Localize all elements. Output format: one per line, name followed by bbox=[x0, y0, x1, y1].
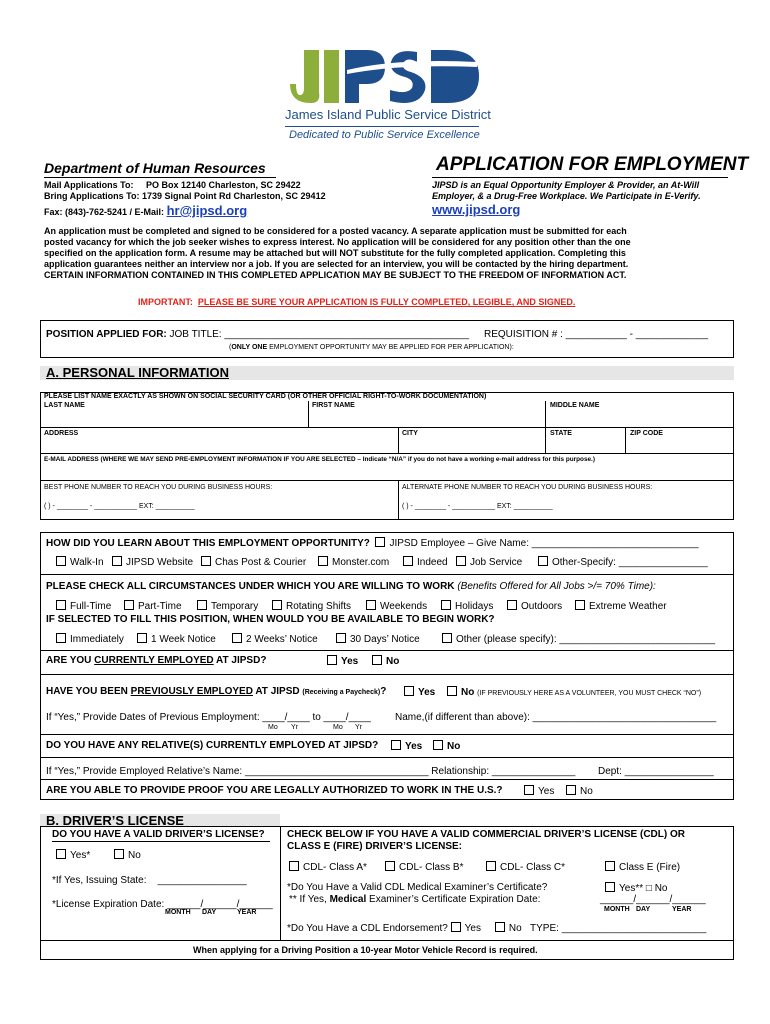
checkbox-icon[interactable] bbox=[447, 686, 457, 696]
learn-option[interactable] bbox=[538, 556, 708, 568]
checkbox-icon[interactable] bbox=[385, 861, 395, 871]
medical-yes-no[interactable] bbox=[605, 882, 668, 894]
medical-no[interactable]: □ No bbox=[645, 883, 668, 894]
q-text: PREVIOUSLY EMPLOYED bbox=[130, 686, 253, 697]
license-expiration-input[interactable]: ______/______/______ bbox=[167, 899, 273, 910]
option-label: 2 Weeks’ Notice bbox=[246, 634, 318, 645]
last-name-field[interactable]: LAST NAME bbox=[44, 402, 85, 409]
license-no[interactable] bbox=[114, 849, 141, 861]
address-field[interactable]: ADDRESS bbox=[44, 430, 79, 437]
relative-name-label: If “Yes,” Provide Employed Relative’s Name: bbox=[46, 766, 243, 777]
checkbox-icon[interactable] bbox=[391, 740, 401, 750]
checkbox-icon[interactable] bbox=[404, 686, 414, 696]
job-title-label: JOB TITLE: bbox=[169, 329, 222, 340]
option-label: Yes bbox=[538, 786, 555, 797]
mo-label: Mo bbox=[333, 724, 343, 731]
alt-phone-label: ALTERNATE PHONE NUMBER TO REACH YOU DURING BUSINESS HOURS: bbox=[402, 484, 653, 491]
option-label: CDL- Class B* bbox=[399, 862, 464, 873]
option-label: Job Service bbox=[470, 557, 523, 568]
cdl-question: CLASS E (FIRE) DRIVER’S LICENSE: bbox=[287, 841, 463, 852]
mvr-note: When applying for a Driving Position a 10-year Motor Vehicle Record is required. bbox=[193, 945, 538, 955]
section-a-heading: A. PERSONAL INFORMATION bbox=[46, 365, 229, 380]
checkbox-icon[interactable] bbox=[605, 861, 615, 871]
availability-option[interactable] bbox=[442, 633, 715, 645]
option-label: Part-Time bbox=[138, 601, 182, 612]
availability-option[interactable] bbox=[56, 633, 124, 645]
relative-name-input[interactable]: _________________________________ bbox=[244, 766, 429, 777]
endorse-question: *Do You Have a CDL Endorsement? bbox=[287, 923, 448, 934]
first-name-field[interactable]: FIRST NAME bbox=[312, 402, 355, 409]
q-text: AT JIPSD bbox=[252, 686, 303, 697]
license-yes[interactable] bbox=[56, 849, 90, 861]
checkbox-icon[interactable] bbox=[272, 600, 282, 610]
checkbox-icon[interactable] bbox=[336, 633, 346, 643]
website-link[interactable]: www.jipsd.org bbox=[432, 202, 521, 217]
option-label: Full-Time bbox=[70, 601, 112, 612]
checkbox-icon[interactable] bbox=[566, 785, 576, 795]
state-label: *If Yes, Issuing State: bbox=[52, 875, 147, 886]
middle-name-field[interactable]: MIDDLE NAME bbox=[550, 402, 600, 409]
checkbox-icon[interactable] bbox=[197, 600, 207, 610]
previous-dates-line bbox=[46, 712, 371, 723]
option-label: Weekends bbox=[380, 601, 428, 612]
circumstance-option[interactable] bbox=[575, 600, 667, 612]
learn-question: HOW DID YOU LEARN ABOUT THIS EMPLOYMENT OPPORTUNITY? bbox=[46, 538, 370, 549]
year-label: YEAR bbox=[672, 906, 692, 913]
intro-line: An application must be completed and signed to be considered for a posted vacancy. A separate application must be submitted for each bbox=[44, 226, 627, 236]
authorized-question: ARE YOU ABLE TO PROVIDE PROOF YOU ARE LEGALLY AUTHORIZED TO WORK IN THE U.S.? bbox=[46, 785, 503, 796]
circumstances-line bbox=[46, 581, 656, 592]
option-label: No bbox=[508, 923, 522, 934]
option-label: Temporary bbox=[211, 601, 259, 612]
relationship-label: Relationship: bbox=[431, 766, 490, 777]
day-label: DAY bbox=[636, 906, 651, 913]
intro-paragraph bbox=[44, 226, 734, 281]
option-label: JIPSD Website bbox=[126, 557, 194, 568]
dates-label: If “Yes,” Provide Dates of Previous Employment: bbox=[46, 712, 260, 723]
checkbox-icon[interactable] bbox=[403, 556, 413, 566]
intro-line: application guarantees neither an interview nor a job. If you are selected for an interview, you will be contacted by the hiring department. bbox=[44, 259, 629, 269]
q-text: CURRENTLY EMPLOYED bbox=[94, 655, 214, 666]
logo-subtitle: James Island Public Service District bbox=[285, 107, 491, 122]
note-paren: ( bbox=[229, 344, 232, 351]
checkbox-icon[interactable] bbox=[605, 882, 615, 892]
intro-line: posted vacancy for which the job seeker wishes to express interest. No application will be considered for any position other than the one bbox=[44, 237, 631, 247]
option-label: Yes** bbox=[619, 883, 644, 894]
requisition-input[interactable]: ___________ - _____________ bbox=[565, 329, 709, 340]
checkbox-icon[interactable] bbox=[114, 849, 124, 859]
zip-field[interactable]: ZIP CODE bbox=[630, 430, 663, 437]
previous-yes[interactable] bbox=[404, 686, 435, 698]
previous-question bbox=[46, 686, 386, 697]
learn-option[interactable] bbox=[112, 556, 193, 568]
name-label: Name,(if different than above): bbox=[395, 712, 530, 723]
current-yes[interactable] bbox=[327, 655, 358, 667]
important-label: IMPORTANT: bbox=[138, 297, 193, 307]
option-label: No bbox=[386, 656, 400, 667]
current-question bbox=[46, 655, 266, 666]
exp-label: *License Expiration Date: bbox=[52, 899, 165, 910]
checkbox-icon[interactable] bbox=[451, 922, 461, 932]
relatives-yes[interactable] bbox=[391, 740, 422, 752]
learn-line bbox=[46, 537, 699, 549]
learn-option[interactable] bbox=[403, 556, 448, 568]
option-label: Other-Specify: bbox=[552, 557, 616, 568]
dept-input[interactable]: ________________ bbox=[624, 766, 714, 777]
q-text: ** If Yes, bbox=[289, 894, 330, 905]
option-label: Outdoors bbox=[521, 601, 563, 612]
valid-license-question: DO YOU HAVE A VALID DRIVER’S LICENSE? bbox=[52, 829, 265, 840]
dept-label: Dept: bbox=[598, 766, 622, 777]
learn-option[interactable] bbox=[318, 556, 389, 568]
best-phone-label: BEST PHONE NUMBER TO REACH YOU DURING BUSINESS HOURS: bbox=[44, 484, 273, 491]
option-label: No bbox=[461, 687, 475, 698]
q-text: Examiner’s Certificate Expiration Date: bbox=[366, 894, 541, 905]
yr-label: Yr bbox=[291, 724, 298, 731]
checkbox-icon[interactable] bbox=[124, 600, 134, 610]
option-label: Immediately bbox=[70, 634, 124, 645]
q-text: ? bbox=[380, 686, 387, 697]
eeo-line1: JIPSD is an Equal Opportunity Employer & Provider, an At-Will bbox=[432, 180, 700, 190]
issuing-state-input[interactable]: ________________ bbox=[157, 875, 247, 886]
availability-option[interactable] bbox=[336, 633, 420, 645]
day-label: DAY bbox=[202, 909, 217, 916]
checkbox-icon[interactable] bbox=[366, 600, 376, 610]
bring-address: 1739 Signal Point Rd Charleston, SC 29412 bbox=[142, 191, 326, 201]
application-title: APPLICATION FOR EMPLOYMENT bbox=[436, 154, 749, 175]
availability-option[interactable] bbox=[137, 633, 216, 645]
checkbox-icon[interactable] bbox=[524, 785, 534, 795]
checkbox-icon[interactable] bbox=[372, 655, 382, 665]
eeo-line2: Employer, & a Drug-Free Workplace. We Participate in E-Verify. bbox=[432, 191, 701, 201]
dates-input[interactable]: ____/____ to ____/____ bbox=[262, 712, 371, 723]
checkbox-icon[interactable] bbox=[56, 600, 66, 610]
medical-exp-line bbox=[289, 894, 540, 905]
cdl-b[interactable] bbox=[385, 861, 463, 873]
learn-other-input[interactable]: ________________ bbox=[618, 557, 708, 568]
requisition-label: REQUISITION # : bbox=[484, 329, 563, 340]
relative-name-line bbox=[46, 766, 575, 777]
mail-line bbox=[44, 180, 301, 190]
option-label: CDL- Class C* bbox=[500, 862, 566, 873]
email-field[interactable]: E-MAIL ADDRESS (WHERE WE MAY SEND PRE-EMPLOYMENT INFORMATION IF YOU ARE SELECTED – Indicate “N/A” if you do not have a working e-mail address for this purpose.) bbox=[44, 456, 595, 463]
mail-label: Mail Applications To: bbox=[44, 180, 134, 190]
checkbox-icon[interactable] bbox=[495, 922, 505, 932]
option-label: Yes* bbox=[70, 850, 91, 861]
checkbox-icon[interactable] bbox=[201, 556, 211, 566]
q-text: HAVE YOU BEEN bbox=[46, 686, 131, 697]
checkbox-icon[interactable] bbox=[56, 633, 66, 643]
yr-label: Yr bbox=[355, 724, 362, 731]
q-text: AT JIPSD? bbox=[213, 655, 267, 666]
note-paren: ): bbox=[509, 344, 514, 351]
option-label: CDL- Class A* bbox=[303, 862, 367, 873]
option-label: No bbox=[447, 741, 461, 752]
availability-question: IF SELECTED TO FILL THIS POSITION, WHEN WOULD YOU BE AVAILABLE TO BEGIN WORK? bbox=[46, 614, 495, 625]
position-label: POSITION APPLIED FOR: bbox=[46, 329, 167, 340]
state-field[interactable]: STATE bbox=[550, 430, 572, 437]
note-bold: ONLY ONE bbox=[231, 344, 268, 351]
fax-label: Fax: (843)-762-5241 / E-Mail: bbox=[44, 207, 165, 217]
city-field[interactable]: CITY bbox=[402, 430, 418, 437]
option-label: No bbox=[128, 850, 141, 861]
alt-phone-input[interactable]: ( ) - ________ - ___________ EXT: __________ bbox=[402, 503, 553, 510]
previous-name-input[interactable]: _________________________________ bbox=[532, 712, 717, 723]
checkbox-icon[interactable] bbox=[318, 556, 328, 566]
important-notice bbox=[138, 297, 575, 307]
best-phone-input[interactable]: ( ) - ________ - ___________ EXT: __________ bbox=[44, 503, 195, 510]
checkbox-icon[interactable] bbox=[442, 633, 452, 643]
no-note: (IF PREVIOUSLY HERE AS A VOLUNTEER, YOU MUST CHECK “NO”) bbox=[477, 690, 702, 697]
authorized-yes[interactable] bbox=[524, 785, 554, 797]
q-text: Medical bbox=[329, 894, 367, 905]
checkbox-icon[interactable] bbox=[433, 740, 443, 750]
relationship-input[interactable]: _______________ bbox=[491, 766, 576, 777]
option-label: Other (please specify): bbox=[456, 634, 557, 645]
logo-graphic bbox=[287, 40, 487, 106]
option-label: No bbox=[580, 786, 593, 797]
learn-employee-input[interactable]: ______________________________ bbox=[531, 538, 699, 549]
circumstance-option[interactable] bbox=[272, 600, 351, 612]
option-label: Holidays bbox=[455, 601, 494, 612]
checkbox-icon[interactable] bbox=[112, 556, 122, 566]
q-text: (Receiving a Paycheck) bbox=[302, 689, 381, 696]
checkbox-icon[interactable] bbox=[327, 655, 337, 665]
jipsd-logo bbox=[285, 40, 491, 150]
department-title: Department of Human Resources bbox=[44, 160, 266, 176]
note-text: EMPLOYMENT OPPORTUNITY MAY BE APPLIED FOR PER APPLICATION bbox=[267, 344, 510, 351]
type-label: TYPE: bbox=[530, 923, 559, 934]
relatives-no[interactable] bbox=[433, 740, 460, 752]
endorsement-line bbox=[287, 922, 706, 934]
option-label: Chas Post & Courier bbox=[215, 557, 307, 568]
circumstance-option[interactable] bbox=[197, 600, 258, 612]
month-label: MONTH bbox=[165, 909, 191, 916]
option-label: Class E (Fire) bbox=[619, 862, 681, 873]
checkbox-icon[interactable] bbox=[56, 849, 66, 859]
checkbox-icon[interactable] bbox=[137, 633, 147, 643]
availability-option[interactable] bbox=[232, 633, 318, 645]
important-text: PLEASE BE SURE YOUR APPLICATION IS FULLY COMPLETED, LEGIBLE, AND SIGNED. bbox=[197, 297, 576, 307]
current-no[interactable] bbox=[372, 655, 399, 667]
option-label: Yes bbox=[418, 687, 436, 698]
email-link[interactable]: hr@jipsd.org bbox=[166, 203, 248, 218]
checkbox-icon[interactable] bbox=[456, 556, 466, 566]
previous-name-line bbox=[395, 712, 716, 723]
checkbox-icon[interactable] bbox=[232, 633, 242, 643]
checkbox-jipsd-employee[interactable] bbox=[375, 537, 385, 547]
authorized-no[interactable] bbox=[566, 785, 593, 797]
checkbox-icon[interactable] bbox=[441, 600, 451, 610]
option-label: 1 Week Notice bbox=[151, 634, 216, 645]
fax-line bbox=[44, 203, 247, 218]
endorsement-type-input[interactable]: __________________________ bbox=[561, 923, 707, 934]
learn-option[interactable] bbox=[56, 556, 104, 568]
checkbox-icon[interactable] bbox=[56, 556, 66, 566]
checkbox-icon[interactable] bbox=[486, 861, 496, 871]
circumstances-note: (Benefits Offered for All Jobs >/= 70% Time): bbox=[457, 581, 656, 592]
option-label: Monster.com bbox=[332, 557, 390, 568]
job-title-input[interactable]: ____________________________________________ bbox=[224, 329, 470, 340]
section-b-heading: B. DRIVER’S LICENSE bbox=[46, 813, 184, 828]
cdl-a[interactable] bbox=[289, 861, 367, 873]
logo-tagline: Dedicated to Public Service Excellence bbox=[289, 129, 480, 141]
checkbox-icon[interactable] bbox=[507, 600, 517, 610]
option-label: Yes bbox=[464, 923, 481, 934]
circumstance-option[interactable] bbox=[56, 600, 111, 612]
bring-label: Bring Applications To: bbox=[44, 191, 140, 201]
mo-label: Mo bbox=[268, 724, 278, 731]
relatives-question: DO YOU HAVE ANY RELATIVE(S) CURRENTLY EMPLOYED AT JIPSD? bbox=[46, 740, 379, 751]
learn-employee-label: JIPSD Employee – Give Name: bbox=[389, 538, 529, 549]
option-label: Walk-In bbox=[70, 557, 104, 568]
intro-line: specified on the application form. A resume may be attached but will NOT substitute for the fully completed application. Completing this bbox=[44, 248, 626, 258]
availability-other-input[interactable]: ____________________________ bbox=[559, 634, 716, 645]
option-label: Indeed bbox=[417, 557, 448, 568]
option-label: Yes bbox=[405, 741, 423, 752]
medical-exp-input[interactable]: ______/______/______ bbox=[600, 894, 706, 905]
circumstance-option[interactable] bbox=[507, 600, 562, 612]
learn-option[interactable] bbox=[456, 556, 522, 568]
cdl-question: CHECK BELOW IF YOU HAVE A VALID COMMERCIAL DRIVER’S LICENSE (CDL) OR bbox=[287, 829, 685, 840]
checkbox-icon[interactable] bbox=[538, 556, 548, 566]
dept-line bbox=[598, 766, 714, 777]
issuing-state-line bbox=[52, 875, 247, 886]
cdl-c[interactable] bbox=[486, 861, 565, 873]
learn-option[interactable] bbox=[201, 556, 306, 568]
option-label: Rotating Shifts bbox=[286, 601, 352, 612]
q-text: ARE YOU bbox=[46, 655, 95, 666]
class-e[interactable] bbox=[605, 861, 680, 873]
medical-question: *Do You Have a Valid CDL Medical Examiner’s Certificate? bbox=[287, 882, 548, 893]
option-label: Yes bbox=[341, 656, 359, 667]
checkbox-icon[interactable] bbox=[575, 600, 585, 610]
checkbox-icon[interactable] bbox=[289, 861, 299, 871]
requisition-line bbox=[484, 329, 708, 340]
position-note bbox=[229, 344, 514, 351]
circumstances-question: PLEASE CHECK ALL CIRCUMSTANCES UNDER WHICH YOU ARE WILLING TO WORK bbox=[46, 581, 455, 592]
bring-line bbox=[44, 191, 326, 201]
name-instruction: PLEASE LIST NAME EXACTLY AS SHOWN ON SOCIAL SECURITY CARD (OR OTHER OFFICIAL RIGHT-TO-WORK DOCUMENTATION) bbox=[44, 393, 487, 400]
circumstance-option[interactable] bbox=[124, 600, 182, 612]
mail-address: PO Box 12140 Charleston, SC 29422 bbox=[146, 180, 301, 190]
month-label: MONTH bbox=[604, 906, 630, 913]
previous-no[interactable] bbox=[447, 686, 701, 698]
option-label: 30 Days’ Notice bbox=[350, 634, 420, 645]
circumstance-option[interactable] bbox=[366, 600, 427, 612]
circumstance-option[interactable] bbox=[441, 600, 493, 612]
intro-line: CERTAIN INFORMATION CONTAINED IN THIS COMPLETED APPLICATION MAY BE SUBJECT TO THE FREEDOM OF INFORMATION ACT. bbox=[44, 270, 627, 280]
option-label: Extreme Weather bbox=[589, 601, 667, 612]
position-line bbox=[46, 329, 469, 340]
year-label: YEAR bbox=[237, 909, 257, 916]
